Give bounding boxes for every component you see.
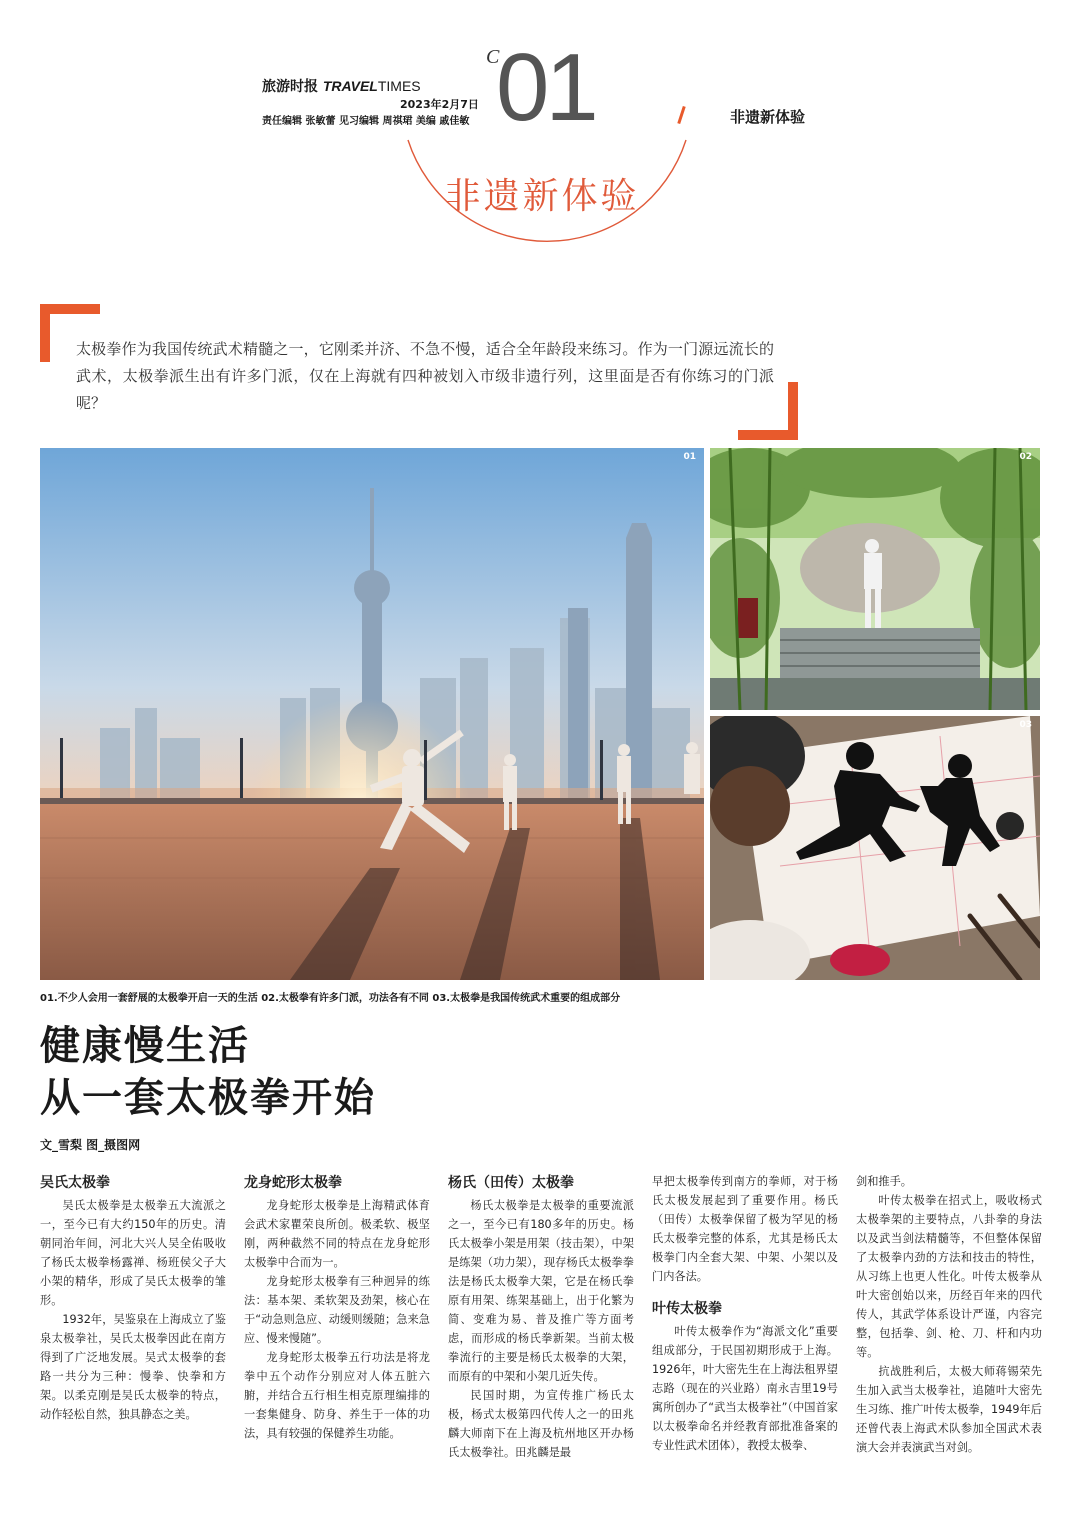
headline-line-2: 从一套太极拳开始 <box>40 1074 376 1121</box>
editor-credits: 责任编辑 张敏蕾 见习编辑 周祺珺 美编 戚佳敏 <box>262 116 470 127</box>
paragraph: 叶传太极拳在招式上，吸收杨式太极拳架的主要特点，八卦拳的身法以及武当剑法精髓等，不但整体保留了太极拳内劲的方法和技击的特性，从习练上也更人性化。叶传太极拳从叶大密创始以来，历经百年来的四代传人，其武学体系设计严谨，内容完整，包括拳、剑、枪、刀、杆和内功等。 <box>856 1194 1042 1359</box>
publication-date: 2023年2月7日 <box>400 98 479 111</box>
paragraph: 民国时期，为宣传推广杨氏太极，杨式太极第四代传人之一的田兆麟大师南下在上海及杭州地区开办杨氏太极拳社。田兆麟是最 <box>448 1389 634 1459</box>
subheading-longshen: 龙身蛇形太极拳 <box>244 1175 342 1191</box>
newspaper-name-en-light: TIMES <box>377 78 421 94</box>
newspaper-name-cn: 旅游时报 <box>262 79 318 95</box>
subheading-yang: 杨氏（田传）太极拳 <box>448 1175 574 1191</box>
bracket-top-left-vertical <box>40 304 50 362</box>
photo-number: 03 <box>1019 720 1032 730</box>
paragraph: 龙身蛇形太极拳五行功法是将龙拳中五个动作分别应对人体五脏六腑，并结合五行相生相克原理编排的一套集健身、防身、养生于一体的功法，具有较强的保健养生功能。 <box>244 1351 430 1440</box>
photo-number: 01 <box>683 452 696 462</box>
section-arc-decoration <box>377 0 710 300</box>
paragraph: 1932年，吴鉴泉在上海成立了鉴泉太极拳社，吴氏太极拳因此在南方得到了广泛地发展。吴式太极拳的套路一共分为三种：慢拳、快拳和方架。以柔克刚是吴氏太极拳的特点，动作轻松自然，独具静态之美。 <box>40 1313 226 1421</box>
column-5 <box>856 1172 1042 1457</box>
section-title: 非遗新体验 <box>444 176 640 217</box>
column-1 <box>40 1172 226 1424</box>
section-label: 非遗新体验 <box>730 108 806 126</box>
bracket-bottom-right-vertical <box>788 382 798 440</box>
byline: 文_雪梨 图_摄图网 <box>40 1138 141 1152</box>
paragraph: 吴氏太极拳是太极拳五大流派之一，至今已有大约150年的历史。清朝同治年间，河北大兴人吴全佑吸收了杨氏太极拳杨露禅、杨班侯父子大小架的精华，形成了吴氏太极拳的雏形。 <box>40 1199 226 1307</box>
column-2 <box>244 1172 430 1443</box>
intro-paragraph: 太极拳作为我国传统武术精髓之一，它刚柔并济、不急不慢，适合全年龄段来练习。作为一门源远流长的武术，太极拳派生出有许多门派，仅在上海就有四种被划入市级非遗行列，这里面是否有你练习的门派呢？ <box>76 340 774 412</box>
column-3 <box>448 1172 634 1462</box>
paragraph: 杨氏太极拳是太极拳的重要流派之一，至今已有180多年的历史。杨氏太极拳小架是用架（技击架），中架是练架（功力架），现存杨氏太极拳拳法是杨氏太极拳大架，它是在杨氏拳原有用架、练架基础上，出于化繁为简、变难为易、普及推广等方面考虑，而形成的杨氏拳新架。当前太极拳流行的主要是杨氏太极拳的大架，而原有的中架和小架几近失传。 <box>448 1199 634 1383</box>
paragraph: 龙身蛇形太极拳有三种迥异的练法：基本架、柔软架及劲架，核心在于“动急则急应、动缓则缓随；急来急应、慢来慢随”。 <box>244 1275 430 1345</box>
paragraph: 龙身蛇形太极拳是上海精武体育会武术家瞿荣良所创。极柔软、极坚刚，两种截然不同的特点在龙身蛇形太极拳中合而为一。 <box>244 1199 430 1269</box>
page-number: 01 <box>496 34 595 141</box>
headline-line-1: 健康慢生活 <box>40 1022 250 1069</box>
paragraph: 早把太极拳传到南方的拳师，对于杨氏太极发展起到了重要作用。杨氏（田传）太极拳保留了极为罕见的杨氏太极拳完整的体系，尤其是杨氏太极拳门内全套大架、中架、小架以及门内各法。 <box>652 1175 838 1283</box>
paragraph: 抗战胜利后，太极大师蒋锡荣先生加入武当太极拳社，追随叶大密先生习练、推广叶传太极拳，1949年后还曾代表上海武术队参加全国武术表演大会并表演武当对剑。 <box>856 1365 1042 1454</box>
photo-caption: 01.不少人会用一套舒展的太极拳开启一天的生活 02.太极拳有许多门派，功法各有不同 03.太极拳是我国传统武术重要的组成部分 <box>40 993 621 1004</box>
c-letter: C <box>486 46 500 68</box>
photo-3-ink-taichi <box>710 716 1040 980</box>
subheading-wu: 吴氏太极拳 <box>40 1175 110 1191</box>
column-4 <box>652 1172 838 1455</box>
photo-2-bamboo-garden <box>710 448 1040 710</box>
photo-1-shanghai-taichi <box>40 448 704 980</box>
subheading-ye: 叶传太极拳 <box>652 1301 722 1317</box>
paragraph: 叶传太极拳作为“海派文化”重要组成部分，于民国初期形成于上海。1926年，叶大密先生在上海法租界望志路（现在的兴业路）南永吉里19号寓所创办了“武当太极拳社”（中国首家以太极拳命名并经教育部批准备案的专业性武术团体），教授太极拳、 <box>652 1325 838 1452</box>
photo-number: 02 <box>1019 452 1032 462</box>
newspaper-name-en-bold: TRAVEL <box>322 78 378 94</box>
paragraph: 剑和推手。 <box>856 1175 912 1188</box>
article-headline <box>40 1020 376 1124</box>
